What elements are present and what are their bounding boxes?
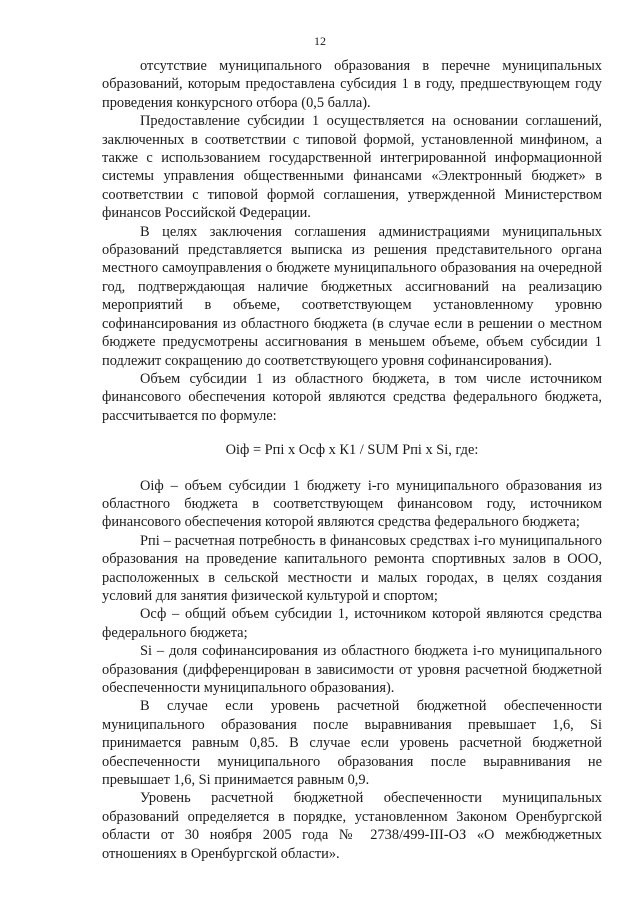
page-number: 12 (314, 34, 326, 48)
definition-rpi: Рпi – расчетная потребность в финансовых средствах i-го муниципального образования на проведение капитального ремонта спортивных залов в ООО, расположенных в сельской местности и малых городах, в целях создания условий для занятия физической культурой и спортом; (102, 532, 602, 604)
paragraph-continuation: отсутствие муниципального образования в перечне муниципальных образований, которым предоставлена субсидия 1 в году, предшествующем году проведения конкурсного отбора (0,5 балла). (102, 58, 602, 111)
definition-oif: Оiф – объем субсидии 1 бюджету i-го муниципального образования из областного бюджета в соответствующем финансовом году, источником финансового обеспечения которой являются средства федерального бюджета; (102, 477, 602, 531)
paragraph-agreement: Предоставление субсидии 1 осуществляется на основании соглашений, заключенных в соответствии с типовой формой, установленной минфином, а также с использованием государственной интегрированной информационной системы управления общественными финансами «Электронный бюджет» в соответствии с типовой формой соглашения, утвержденной Министерством финансов Российской Федерации. (102, 113, 602, 222)
paragraph-budget-level: Уровень расчетной бюджетной обеспеченности муниципальных образований определяется в порядке, установленном Законом Оренбургской области от 30 ноября 2005 года № 2738/499-III-ОЗ «О межбюджетных отношениях в Оренбургской области». (102, 790, 602, 862)
paragraph-si-rule: В случае если уровень расчетной бюджетной обеспеченности муниципального образования после выравнивания превышает 1,6, Si принимается равным 0,85. В случае если уровень расчетной бюджетной обеспеченности муниципального образования после выравнивания не превышает 1,6, Si принимается равным 0,9. (102, 698, 602, 789)
definition-si: Si – доля софинансирования из областного бюджета i-го муниципального образования (дифференцирован в зависимости от уровня расчетной бюджетной обеспеченности муниципального образования). (102, 643, 602, 696)
definition-osf: Осф – общий объем субсидии 1, источником которой являются средства федерального бюджета; (102, 606, 602, 641)
paragraph-budget-extract: В целях заключения соглашения администрациями муниципальных образований представляется выписка из решения представительного органа местного самоуправления о бюджете муниципального образования на очередной год, подтверждающая наличие бюджетных ассигнований на реализацию мероприятий в объеме, соответствующем установленному уровню софинансирования из областного бюджета (в случае если в решении о местном бюджете предусмотрены ассигнования в меньшем объеме, объем субсидии 1 подлежит сокращению до соответствующего уровня софинансирования). (102, 223, 602, 369)
paragraph-subsidy-volume: Объем субсидии 1 из областного бюджета, в том числе источником финансового обеспечения которой являются средства федерального бюджета, рассчитывается по формуле: (102, 370, 602, 424)
formula: Оiф = Рпi х Осф х К1 / SUM Рпi х Si, где: (225, 442, 479, 459)
document-body (102, 57, 602, 863)
